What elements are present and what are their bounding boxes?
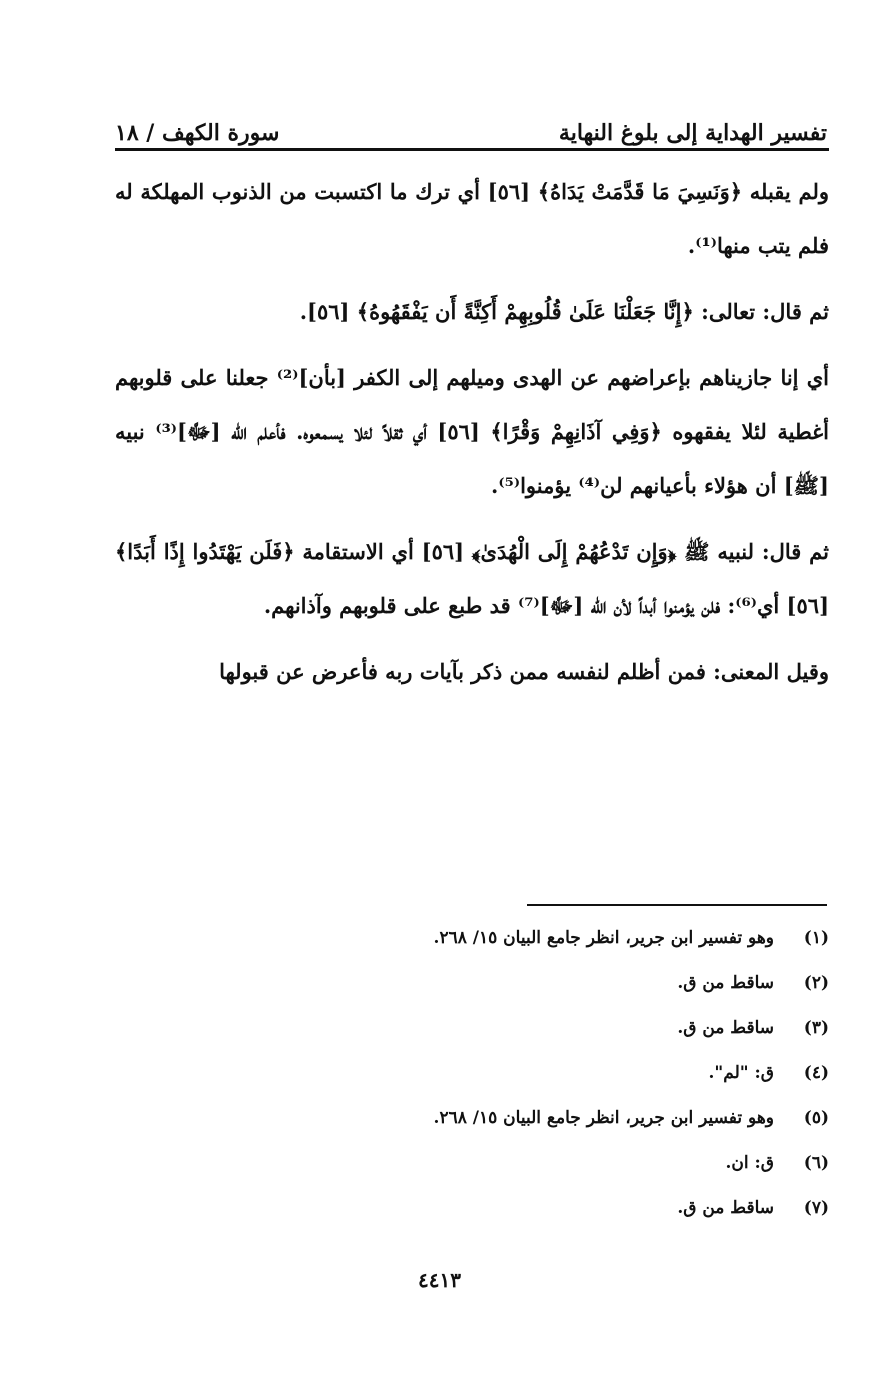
footnote-text: ق: "لم". bbox=[708, 1063, 774, 1083]
footnote bbox=[115, 1018, 829, 1063]
footnote-text: ساقط من ق. bbox=[677, 1018, 774, 1038]
paragraph: وقيل المعنى: فمن أظلم لنفسه ممن ذكر بآيات ربه فأعرض عن قبولها bbox=[219, 659, 829, 684]
footnotes bbox=[115, 928, 829, 1243]
footnote-text: ق: ان. bbox=[725, 1153, 774, 1173]
footnote-number: (٥) bbox=[803, 1108, 829, 1128]
footnote bbox=[115, 928, 829, 973]
paragraph: ثم قال: لنبيه ﷺ ﴿وَإِن تَدْعُهُمْ إِلَى الْهُدَىٰ﴾ [٥٦] أي الاستقامة ﴿فَلَن يَهْتَدُوا إِذًا أَبَدًا﴾ [٥٦] أي⁽⁶⁾: فلن يؤمنوا أبداً لأن الله [ﷻ]⁽⁷⁾ قد طبع على قلوبهم وآذانهم. bbox=[115, 539, 829, 618]
footnote-number: (٢) bbox=[803, 973, 829, 993]
footnote bbox=[115, 1153, 829, 1198]
footnote-number: (٦) bbox=[803, 1153, 829, 1173]
book-title: تفسير الهداية إلى بلوغ النهاية bbox=[558, 120, 827, 146]
footnote-text: ساقط من ق. bbox=[677, 1198, 774, 1218]
footnote-number: (٧) bbox=[803, 1198, 829, 1218]
paragraph: ولم يقبله ﴿وَنَسِيَ مَا قَدَّمَتْ يَدَاهُ﴾ [٥٦] أي ترك ما اكتسبت من الذنوب المهلكة له فلم يتب منها⁽¹⁾. bbox=[115, 179, 829, 258]
footnote-number: (٣) bbox=[803, 1018, 829, 1038]
surah-label: سورة الكهف / ١٨ bbox=[115, 120, 280, 146]
footnote-number: (٤) bbox=[803, 1063, 829, 1083]
footnote-text: ساقط من ق. bbox=[677, 973, 774, 993]
footnote bbox=[115, 1108, 829, 1153]
paragraph: أي إنا جازيناهم بإعراضهم عن الهدى وميلهم إلى الكفر [بأن]⁽²⁾ جعلنا على قلوبهم أغطية لئلا يفقهوه ﴿وَفِي آذَانِهِمْ وَقْرًا﴾ [٥٦] أي ثقلاً لئلا يسمعوه. فأعلم الله [ﷻ]⁽³⁾ نبيه [ﷺ] أن هؤلاء بأعيانهم لن⁽⁴⁾ يؤمنوا⁽⁵⁾. bbox=[115, 365, 829, 498]
running-header bbox=[115, 106, 827, 146]
footnote-separator bbox=[527, 904, 827, 906]
footnote-number: (١) bbox=[803, 928, 829, 948]
footnote bbox=[115, 1063, 829, 1108]
paragraph: ثم قال: تعالى: ﴿إِنَّا جَعَلْنَا عَلَىٰ قُلُوبِهِمْ أَكِنَّةً أَن يَفْقَهُوهُ﴾ [٥٦]. bbox=[299, 299, 829, 324]
page-number: ٤٤١٣ bbox=[418, 1268, 461, 1292]
footnote bbox=[115, 1198, 829, 1243]
footnote-text: وهو تفسير ابن جرير، انظر جامع البيان ١٥/ ٢٦٨. bbox=[433, 1108, 774, 1128]
footnote bbox=[115, 973, 829, 1018]
footnote-text: وهو تفسير ابن جرير، انظر جامع البيان ١٥/ ٢٦٨. bbox=[433, 928, 774, 948]
main-text bbox=[115, 165, 829, 699]
header-rule bbox=[115, 148, 829, 151]
